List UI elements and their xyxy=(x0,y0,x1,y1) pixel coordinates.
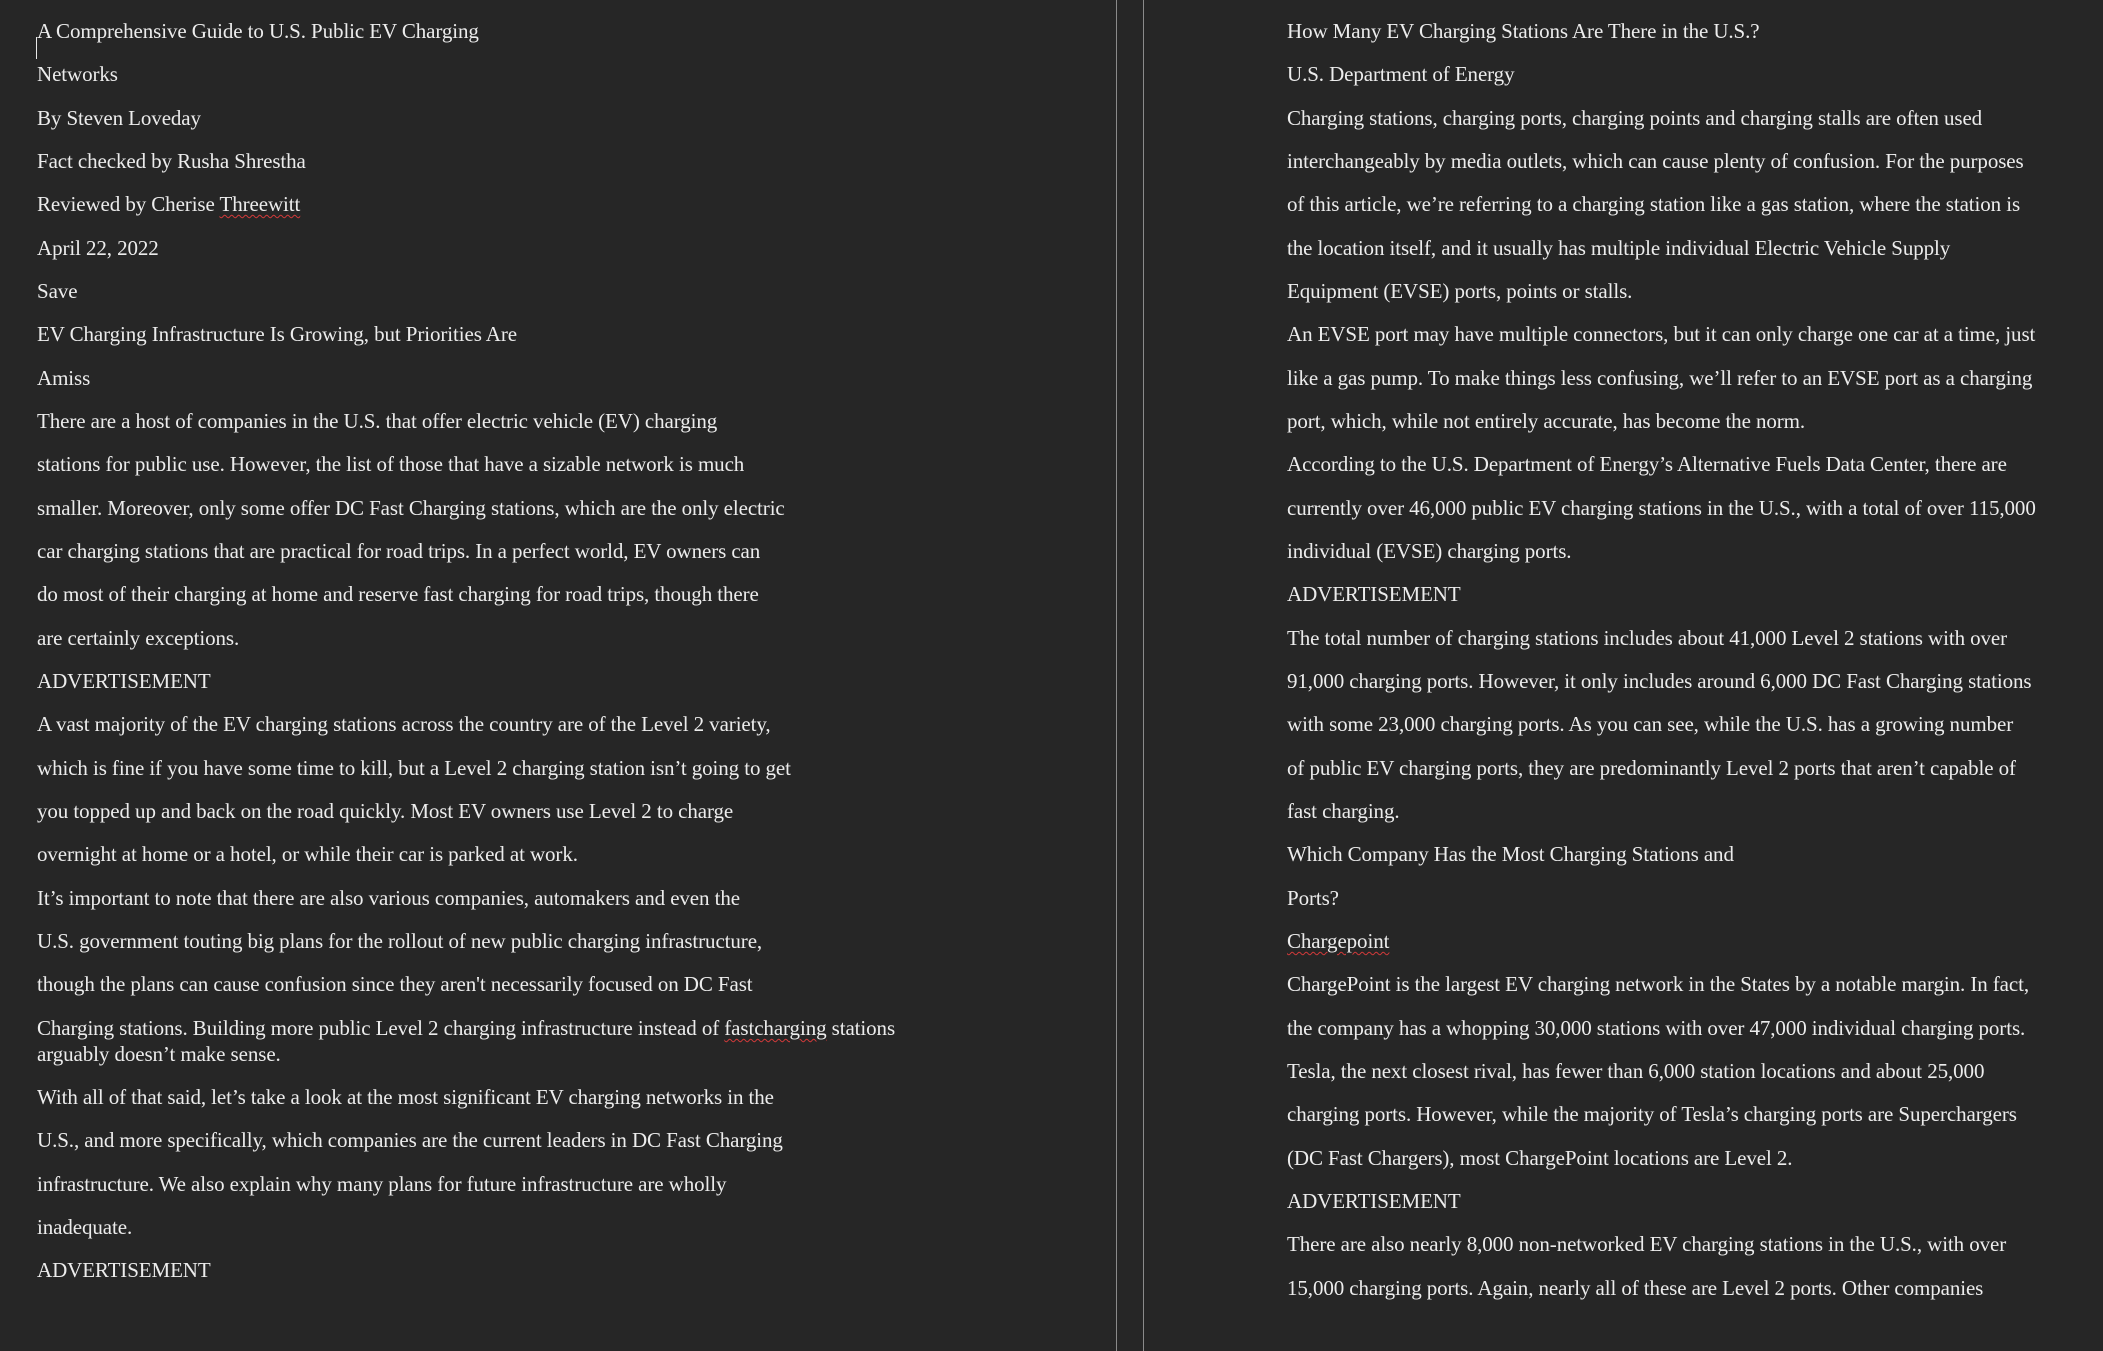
text-line[interactable]: the location itself, and it usually has multiple individual Electric Vehicle Supply xyxy=(1287,236,1951,260)
text-line[interactable]: with some 23,000 charging ports. As you can see, while the U.S. has a growing number xyxy=(1287,712,2014,736)
text-line[interactable]: you topped up and back on the road quickly. Most EV owners use Level 2 to charge xyxy=(37,799,734,823)
text-line[interactable]: (DC Fast Chargers), most ChargePoint locations are Level 2. xyxy=(1287,1146,1793,1170)
text-line[interactable]: smaller. Moreover, only some offer DC Fast Charging stations, which are the only electric xyxy=(37,496,785,520)
misspelled-word[interactable]: fastcharging xyxy=(724,1016,827,1040)
text-line[interactable]: Networks xyxy=(37,62,118,86)
text-line[interactable]: ChargePoint is the largest EV charging network in the States by a notable margin. In fact, xyxy=(1287,972,2029,996)
text-segment: Charging stations. Building more public Level 2 charging infrastructure instead of xyxy=(37,1016,725,1040)
text-line[interactable]: Charging stations, charging ports, charging points and charging stalls are often used xyxy=(1287,106,1983,130)
text-line[interactable]: which is fine if you have some time to kill, but a Level 2 charging station isn’t going to get xyxy=(37,756,791,780)
text-line[interactable]: U.S. Department of Energy xyxy=(1287,62,1515,86)
text-line[interactable]: Tesla, the next closest rival, has fewer than 6,000 station locations and about 25,000 xyxy=(1287,1059,1985,1083)
text-line[interactable]: Fact checked by Rusha Shrestha xyxy=(37,149,306,173)
text-line[interactable]: of this article, we’re referring to a charging station like a gas station, where the station is xyxy=(1287,192,2021,216)
page-divider-left xyxy=(1116,0,1117,1351)
text-line[interactable]: though the plans can cause confusion since they aren't necessarily focused on DC Fast xyxy=(37,972,753,996)
text-line[interactable]: A Comprehensive Guide to U.S. Public EV Charging xyxy=(37,19,479,43)
text-line[interactable]: Save xyxy=(37,279,78,303)
text-line[interactable]: ADVERTISEMENT xyxy=(37,669,211,693)
text-segment: stations xyxy=(826,1016,896,1040)
text-line[interactable]: According to the U.S. Department of Energy’s Alternative Fuels Data Center, there are xyxy=(1287,452,2007,476)
text-line[interactable]: currently over 46,000 public EV charging stations in the U.S., with a total of over 115,000 xyxy=(1287,496,2036,520)
text-line[interactable]: individual (EVSE) charging ports. xyxy=(1287,539,1572,563)
text-line[interactable]: ADVERTISEMENT xyxy=(37,1258,211,1282)
text-line[interactable]: EV Charging Infrastructure Is Growing, but Priorities Are xyxy=(37,322,517,346)
text-line[interactable]: Equipment (EVSE) ports, points or stalls. xyxy=(1287,279,1633,303)
text-line[interactable]: An EVSE port may have multiple connectors, but it can only charge one car at a time, just xyxy=(1287,322,2036,346)
text-line[interactable]: interchangeably by media outlets, which can cause plenty of confusion. For the purposes xyxy=(1287,149,2024,173)
text-line[interactable]: inadequate. xyxy=(37,1215,133,1239)
text-line[interactable]: port, which, while not entirely accurate, has become the norm. xyxy=(1287,409,1806,433)
text-line[interactable]: There are a host of companies in the U.S. that offer electric vehicle (EV) charging xyxy=(37,409,718,433)
text-line[interactable]: the company has a whopping 30,000 stations with over 47,000 individual charging ports. xyxy=(1287,1016,2026,1040)
text-line[interactable]: of public EV charging ports, they are predominantly Level 2 ports that aren’t capable of xyxy=(1287,756,2016,780)
text-line[interactable]: It’s important to note that there are also various companies, automakers and even the xyxy=(37,886,740,910)
misspelled-word[interactable]: Chargepoint xyxy=(1287,929,1390,953)
text-line[interactable]: 91,000 charging ports. However, it only includes around 6,000 DC Fast Charging stations xyxy=(1287,669,2032,693)
text-line[interactable]: By Steven Loveday xyxy=(37,106,201,130)
text-line[interactable]: U.S. government touting big plans for the rollout of new public charging infrastructure, xyxy=(37,929,763,953)
text-line[interactable]: With all of that said, let’s take a look at the most significant EV charging networks in the xyxy=(37,1085,774,1109)
text-line[interactable]: do most of their charging at home and reserve fast charging for road trips, though there xyxy=(37,582,759,606)
text-line[interactable]: April 22, 2022 xyxy=(37,236,159,260)
text-segment: Reviewed by Cherise xyxy=(37,192,220,216)
text-line[interactable]: 15,000 charging ports. Again, nearly all of these are Level 2 ports. Other companies xyxy=(1287,1276,1984,1300)
text-line[interactable]: Which Company Has the Most Charging Stations and xyxy=(1287,842,1734,866)
text-line[interactable]: How Many EV Charging Stations Are There in the U.S.? xyxy=(1287,19,1760,43)
text-line[interactable]: are certainly exceptions. xyxy=(37,626,240,650)
misspelled-word[interactable]: Threewitt xyxy=(219,192,301,216)
text-line[interactable]: arguably doesn’t make sense. xyxy=(37,1042,281,1066)
text-line[interactable] xyxy=(1287,929,1389,953)
text-line[interactable]: The total number of charging stations includes about 41,000 Level 2 stations with over xyxy=(1287,626,2008,650)
text-line[interactable]: U.S., and more specifically, which companies are the current leaders in DC Fast Charging xyxy=(37,1128,783,1152)
text-line[interactable]: charging ports. However, while the majority of Tesla’s charging ports are Superchargers xyxy=(1287,1102,2017,1126)
text-line[interactable]: There are also nearly 8,000 non-networked EV charging stations in the U.S., with over xyxy=(1287,1232,2007,1256)
text-line[interactable]: stations for public use. However, the list of those that have a sizable network is much xyxy=(37,452,745,476)
text-line[interactable]: Ports? xyxy=(1287,886,1339,910)
text-line[interactable]: A vast majority of the EV charging stations across the country are of the Level 2 variety, xyxy=(37,712,771,736)
text-line[interactable]: infrastructure. We also explain why many plans for future infrastructure are wholly xyxy=(37,1172,727,1196)
text-line[interactable]: car charging stations that are practical for road trips. In a perfect world, EV owners can xyxy=(37,539,761,563)
text-line[interactable] xyxy=(37,192,300,216)
text-line[interactable]: ADVERTISEMENT xyxy=(1287,582,1461,606)
text-line[interactable]: overnight at home or a hotel, or while their car is parked at work. xyxy=(37,842,578,866)
text-line[interactable]: fast charging. xyxy=(1287,799,1400,823)
text-line[interactable] xyxy=(37,1016,895,1040)
text-line[interactable]: ADVERTISEMENT xyxy=(1287,1189,1461,1213)
text-line[interactable]: Amiss xyxy=(37,366,91,390)
text-line[interactable]: like a gas pump. To make things less confusing, we’ll refer to an EVSE port as a charging xyxy=(1287,366,2033,390)
